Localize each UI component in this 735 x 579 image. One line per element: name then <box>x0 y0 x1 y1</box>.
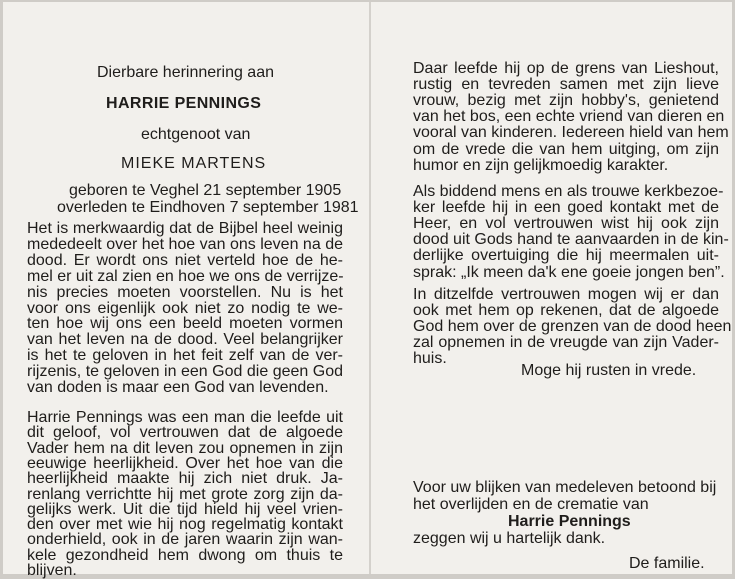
text-line: eeuwige heerlijkheid. Over het hoe van die <box>27 454 343 472</box>
text-line: vrouw, bezig met zijn hobby's, genietend <box>413 92 719 110</box>
text-line: van doden is maar een God van levenden. <box>27 379 329 396</box>
thanks-line-3: zeggen wij u hartelijk dank. <box>413 530 606 547</box>
text-line: den over met wie hij nog regelmatig kontakt <box>27 516 343 534</box>
text-line: Als biddend mens en als trouwe kerkbezoe- <box>413 183 724 200</box>
text-line: zal opnemen in de vreugde van zijn Vader- <box>413 334 719 352</box>
text-line: ook met hem op rekenen, dat de algoede <box>413 302 719 320</box>
text-line: sprak: „Ik meen da'k ene goeie jongen ben”. <box>413 263 725 281</box>
text-line: is het te geloven in het feit zelf van de ver- <box>27 347 343 365</box>
text-line: nis precies moeten voorstellen. Nu is het <box>27 283 343 301</box>
text-line: mededeelt over het hoe van ons leven na de <box>27 235 343 253</box>
text-line: rijzenis, te geloven in een God die geen God <box>27 363 343 381</box>
text-line: Vader hem na dit leven zou opnemen in zijn <box>27 439 343 457</box>
text-line: derlijke overtuiging die hij meermalen uit- <box>413 247 719 265</box>
text-line: gelijks werk. Uit die tijd hield hij veel vrien- <box>27 500 343 518</box>
birth-line: geboren te Veghel 21 september 1905 <box>69 182 342 199</box>
rest-in-peace: Moge hij rusten in vrede. <box>521 362 697 379</box>
text-line: ker leefde hij in een goed kontakt met de <box>413 199 719 217</box>
text-line: Harrie Pennings was een man die leefde uit <box>27 409 343 426</box>
text-line: huis. <box>413 350 447 368</box>
text-line: humor en zijn gelijkmoedig karakter. <box>413 156 669 174</box>
spouse-name: MIEKE MARTENS <box>121 155 267 172</box>
intro-text: Dierbare herinnering aan <box>97 64 274 81</box>
text-line: blijven. <box>27 562 77 579</box>
text-line: God hem over de grenzen van de dood heen <box>413 318 732 336</box>
text-line: Het is merkwaardig dat de Bijbel heel weinig <box>27 220 343 237</box>
text-line: dit geloof, vol vertrouwen dat de algoede <box>27 424 343 442</box>
card-fold <box>369 2 371 574</box>
text-line: ten hoe wij ons een beeld moeten vormen <box>27 315 343 333</box>
text-line: heerlijkheid maakte hij zich niet druk. Ja- <box>27 470 343 488</box>
spouse-label: echtgenoot van <box>141 126 251 143</box>
text-line: vooral van kinderen. Iedereen hield van hem <box>413 124 729 142</box>
death-line: overleden te Eindhoven 7 september 1981 <box>57 199 359 216</box>
text-line: renlang verrichtte hij met grote zorg zijn da- <box>27 485 343 503</box>
text-line: van het bos, een echte vriend van dieren en <box>413 108 725 126</box>
text-line: dood uit Gods hand te aanvaarden in de kin- <box>413 231 729 249</box>
text-line: kele gezondheid hem dwong om thuis te <box>27 546 343 564</box>
text-line: mel er uit zal zien en hoe we ons de verrijze- <box>27 267 344 285</box>
signature: De familie. <box>629 555 705 572</box>
thanks-name: Harrie Pennings <box>508 513 631 530</box>
text-line: van het leven na de dood. Veel belangrijker <box>27 331 343 349</box>
text-line: Heer, en vol vertrouwen wist hij ook zijn <box>413 215 719 233</box>
text-line: voor ons eigenlijk ook niet zo nodig te we- <box>27 299 343 317</box>
text-line: onderhield, ook in de jaren waarin zijn wan- <box>27 531 343 549</box>
deceased-name: HARRIE PENNINGS <box>106 95 262 112</box>
thanks-line-2: het overlijden en de crematie van <box>413 496 649 513</box>
text-line: dood. Er wordt ons niet verteld hoe de he- <box>27 251 343 269</box>
thanks-line-1: Voor uw blijken van medeleven betoond bij <box>413 479 717 496</box>
text-line: om de vrede die van hem uitging, om zijn <box>413 140 719 158</box>
memorial-card <box>3 2 732 579</box>
text-line: rustig en tevreden samen met zijn lieve <box>413 76 719 94</box>
text-line: Daar leefde hij op de grens van Lieshout, <box>413 60 719 77</box>
text-line: In ditzelfde vertrouwen mogen wij er dan <box>413 286 719 303</box>
